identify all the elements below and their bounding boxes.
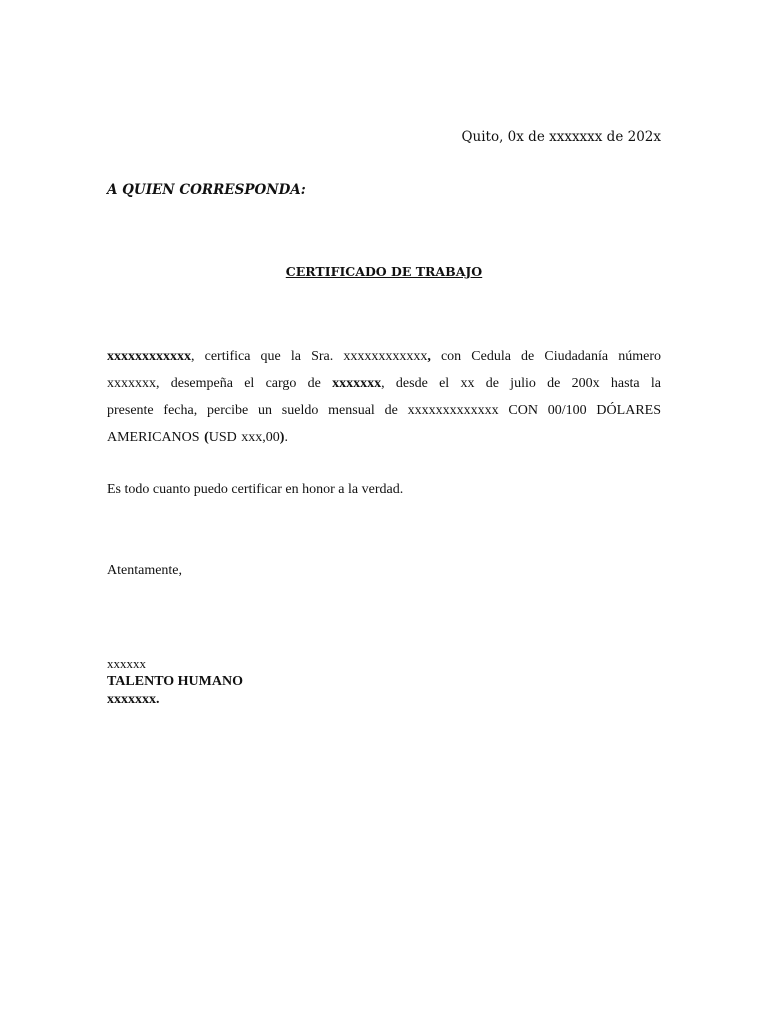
job-position: xxxxxxx xyxy=(332,376,382,391)
salary-amount: USD xxx,00 xyxy=(208,430,280,445)
paragraph-line-4 xyxy=(107,424,661,451)
body-paragraph xyxy=(107,343,661,451)
paragraph-line-1 xyxy=(107,343,661,370)
paragraph-text: xxxxxxx, desempeña el cargo de xyxy=(107,376,333,391)
closing-line: Es todo cuanto puedo certificar en honor a la verdad. xyxy=(107,482,404,497)
paragraph-comma: , xyxy=(427,349,431,364)
date-line: Quito, 0x de xxxxxxx de 202x xyxy=(461,129,661,145)
paragraph-paren: ( xyxy=(204,430,209,445)
paragraph-text: . xyxy=(284,430,288,445)
paragraph-paren: ) xyxy=(279,430,285,445)
salutation: A QUIEN CORRESPONDA: xyxy=(107,182,306,198)
paragraph-line-3 xyxy=(107,397,661,424)
sign-off: Atentamente, xyxy=(107,563,183,578)
document-title-text: CERTIFICADO DE TRABAJO xyxy=(285,264,483,279)
document-title xyxy=(0,264,768,280)
paragraph-text: con Cedula de Ciudadanía número xyxy=(430,349,661,364)
signatory-name: xxxxxx xyxy=(107,656,146,671)
paragraph-text: presente fecha, percibe un sueldo mensual de xxxxxxxxxxxxx CON 00/100 DÓLARES xyxy=(107,403,661,418)
paragraph-line-2 xyxy=(107,370,661,397)
signatory-department: TALENTO HUMANO xyxy=(107,674,243,689)
signatory-company: xxxxxxx. xyxy=(107,692,160,707)
paragraph-text: , desde el xx de julio de 200x hasta la xyxy=(381,376,661,391)
paragraph-text: , certifica que la Sra. xxxxxxxxxxxx xyxy=(191,349,428,364)
paragraph-text: AMERICANOS xyxy=(107,430,205,445)
company-name: xxxxxxxxxxxx xyxy=(107,349,191,364)
signature-block xyxy=(107,655,243,709)
